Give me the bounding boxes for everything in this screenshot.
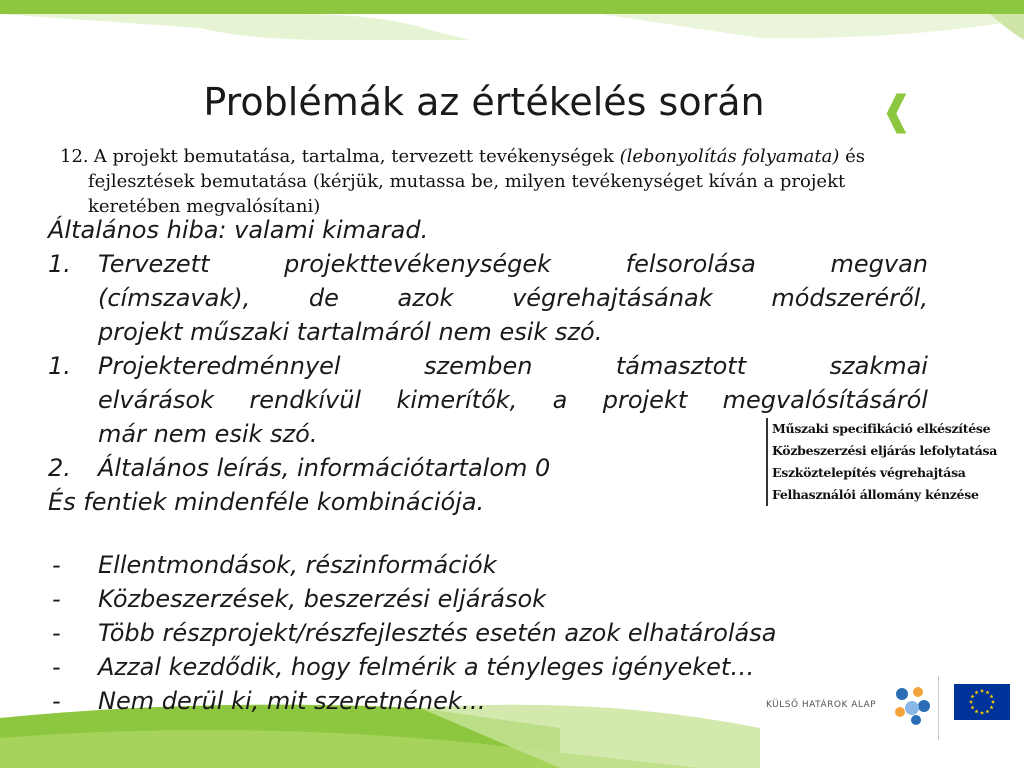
item-number: 1. bbox=[48, 250, 71, 278]
bullet-dash: - bbox=[52, 551, 61, 579]
activity-item: Műszaki specifikáció elkészítése bbox=[772, 421, 991, 436]
bullet-text: Azzal kezdődik, hogy felmérik a tényleges igényeket… bbox=[98, 653, 755, 681]
item-text bbox=[98, 349, 928, 383]
bullet-text: Nem derül ki, mit szeretnének… bbox=[98, 687, 486, 715]
word: szakmai bbox=[829, 352, 928, 380]
list-item bbox=[48, 349, 928, 383]
bullet-text: Közbeszerzések, beszerzési eljárások bbox=[98, 585, 547, 613]
word: projekt bbox=[602, 386, 688, 414]
item-text: Általános leírás, információtartalom 0 bbox=[98, 454, 551, 482]
scanned-question bbox=[60, 144, 880, 219]
logo-divider bbox=[938, 676, 939, 740]
question-number: 12. bbox=[60, 146, 89, 167]
word: szemben bbox=[424, 352, 533, 380]
activity-list bbox=[766, 418, 997, 506]
word: projekttevékenységek bbox=[284, 250, 552, 278]
item-text bbox=[48, 383, 928, 417]
word: a bbox=[552, 386, 568, 414]
word: módszeréről, bbox=[771, 284, 928, 312]
bullet-text: Több részprojekt/részfejlesztés esetén azok elhatárolása bbox=[98, 619, 777, 647]
item-text bbox=[98, 247, 928, 281]
question-text: és bbox=[845, 146, 866, 167]
question-italic: (lebonyolítás folyamata) bbox=[619, 146, 840, 167]
word: felsorolása bbox=[625, 250, 756, 278]
item-number: 2. bbox=[48, 454, 71, 482]
kha-logo bbox=[760, 680, 940, 730]
word: megvan bbox=[830, 250, 928, 278]
bullet-item bbox=[52, 650, 932, 684]
item-text: projekt műszaki tartalmáról nem esik szó. bbox=[98, 318, 603, 346]
bullet-item bbox=[52, 548, 932, 582]
activity-item: Felhasználói állomány kénzése bbox=[772, 487, 979, 502]
question-text: fejlesztések bemutatása (kérjük, mutassa be, milyen tevékenységet kíván a projekt bbox=[88, 171, 846, 192]
word: elvárások bbox=[98, 386, 215, 414]
chevron-left-icon: ❰ bbox=[880, 88, 914, 134]
scanned-question-line bbox=[60, 144, 880, 169]
word: Projekteredménnyel bbox=[98, 352, 341, 380]
word: támasztott bbox=[615, 352, 747, 380]
item-text bbox=[48, 281, 928, 315]
body-intro: Általános hiba: valami kimarad. bbox=[48, 216, 429, 244]
top-decoration bbox=[0, 0, 1024, 60]
word: Tervezett bbox=[98, 250, 210, 278]
body-outro: És fentiek mindenféle kombinációja. bbox=[48, 488, 485, 516]
word: megvalósításáról bbox=[722, 386, 928, 414]
eu-flag-icon bbox=[954, 684, 1010, 720]
activity-item: Eszköztelepítés végrehajtása bbox=[772, 465, 966, 480]
bullet-dash: - bbox=[52, 585, 61, 613]
bullet-dash: - bbox=[52, 653, 61, 681]
bullet-item bbox=[52, 582, 932, 616]
item-number: 1. bbox=[48, 352, 71, 380]
word: kimerítők, bbox=[396, 386, 518, 414]
bullet-text: Ellentmondások, részinformációk bbox=[98, 551, 497, 579]
kha-emblem-icon bbox=[888, 682, 934, 728]
slide-title: Problémák az értékelés során bbox=[203, 80, 765, 124]
bullet-dash: - bbox=[52, 687, 61, 715]
word: rendkívül bbox=[249, 386, 362, 414]
program-name: KÜLSŐ HATÁROK ALAP bbox=[766, 700, 877, 710]
question-text: A projekt bemutatása, tartalma, tervezett tevékenységek bbox=[93, 146, 614, 167]
word: azok bbox=[397, 284, 454, 312]
word: de bbox=[308, 284, 339, 312]
item-text: már nem esik szó. bbox=[98, 420, 318, 448]
bullet-dash: - bbox=[52, 619, 61, 647]
word: végrehajtásának bbox=[512, 284, 713, 312]
word: (címszavak), bbox=[98, 284, 251, 312]
question-text: keretében megvalósítani) bbox=[88, 196, 321, 217]
list-item bbox=[48, 247, 928, 281]
activity-item: Közbeszerzési eljárás lefolytatása bbox=[772, 443, 998, 458]
bullet-item bbox=[52, 616, 932, 650]
